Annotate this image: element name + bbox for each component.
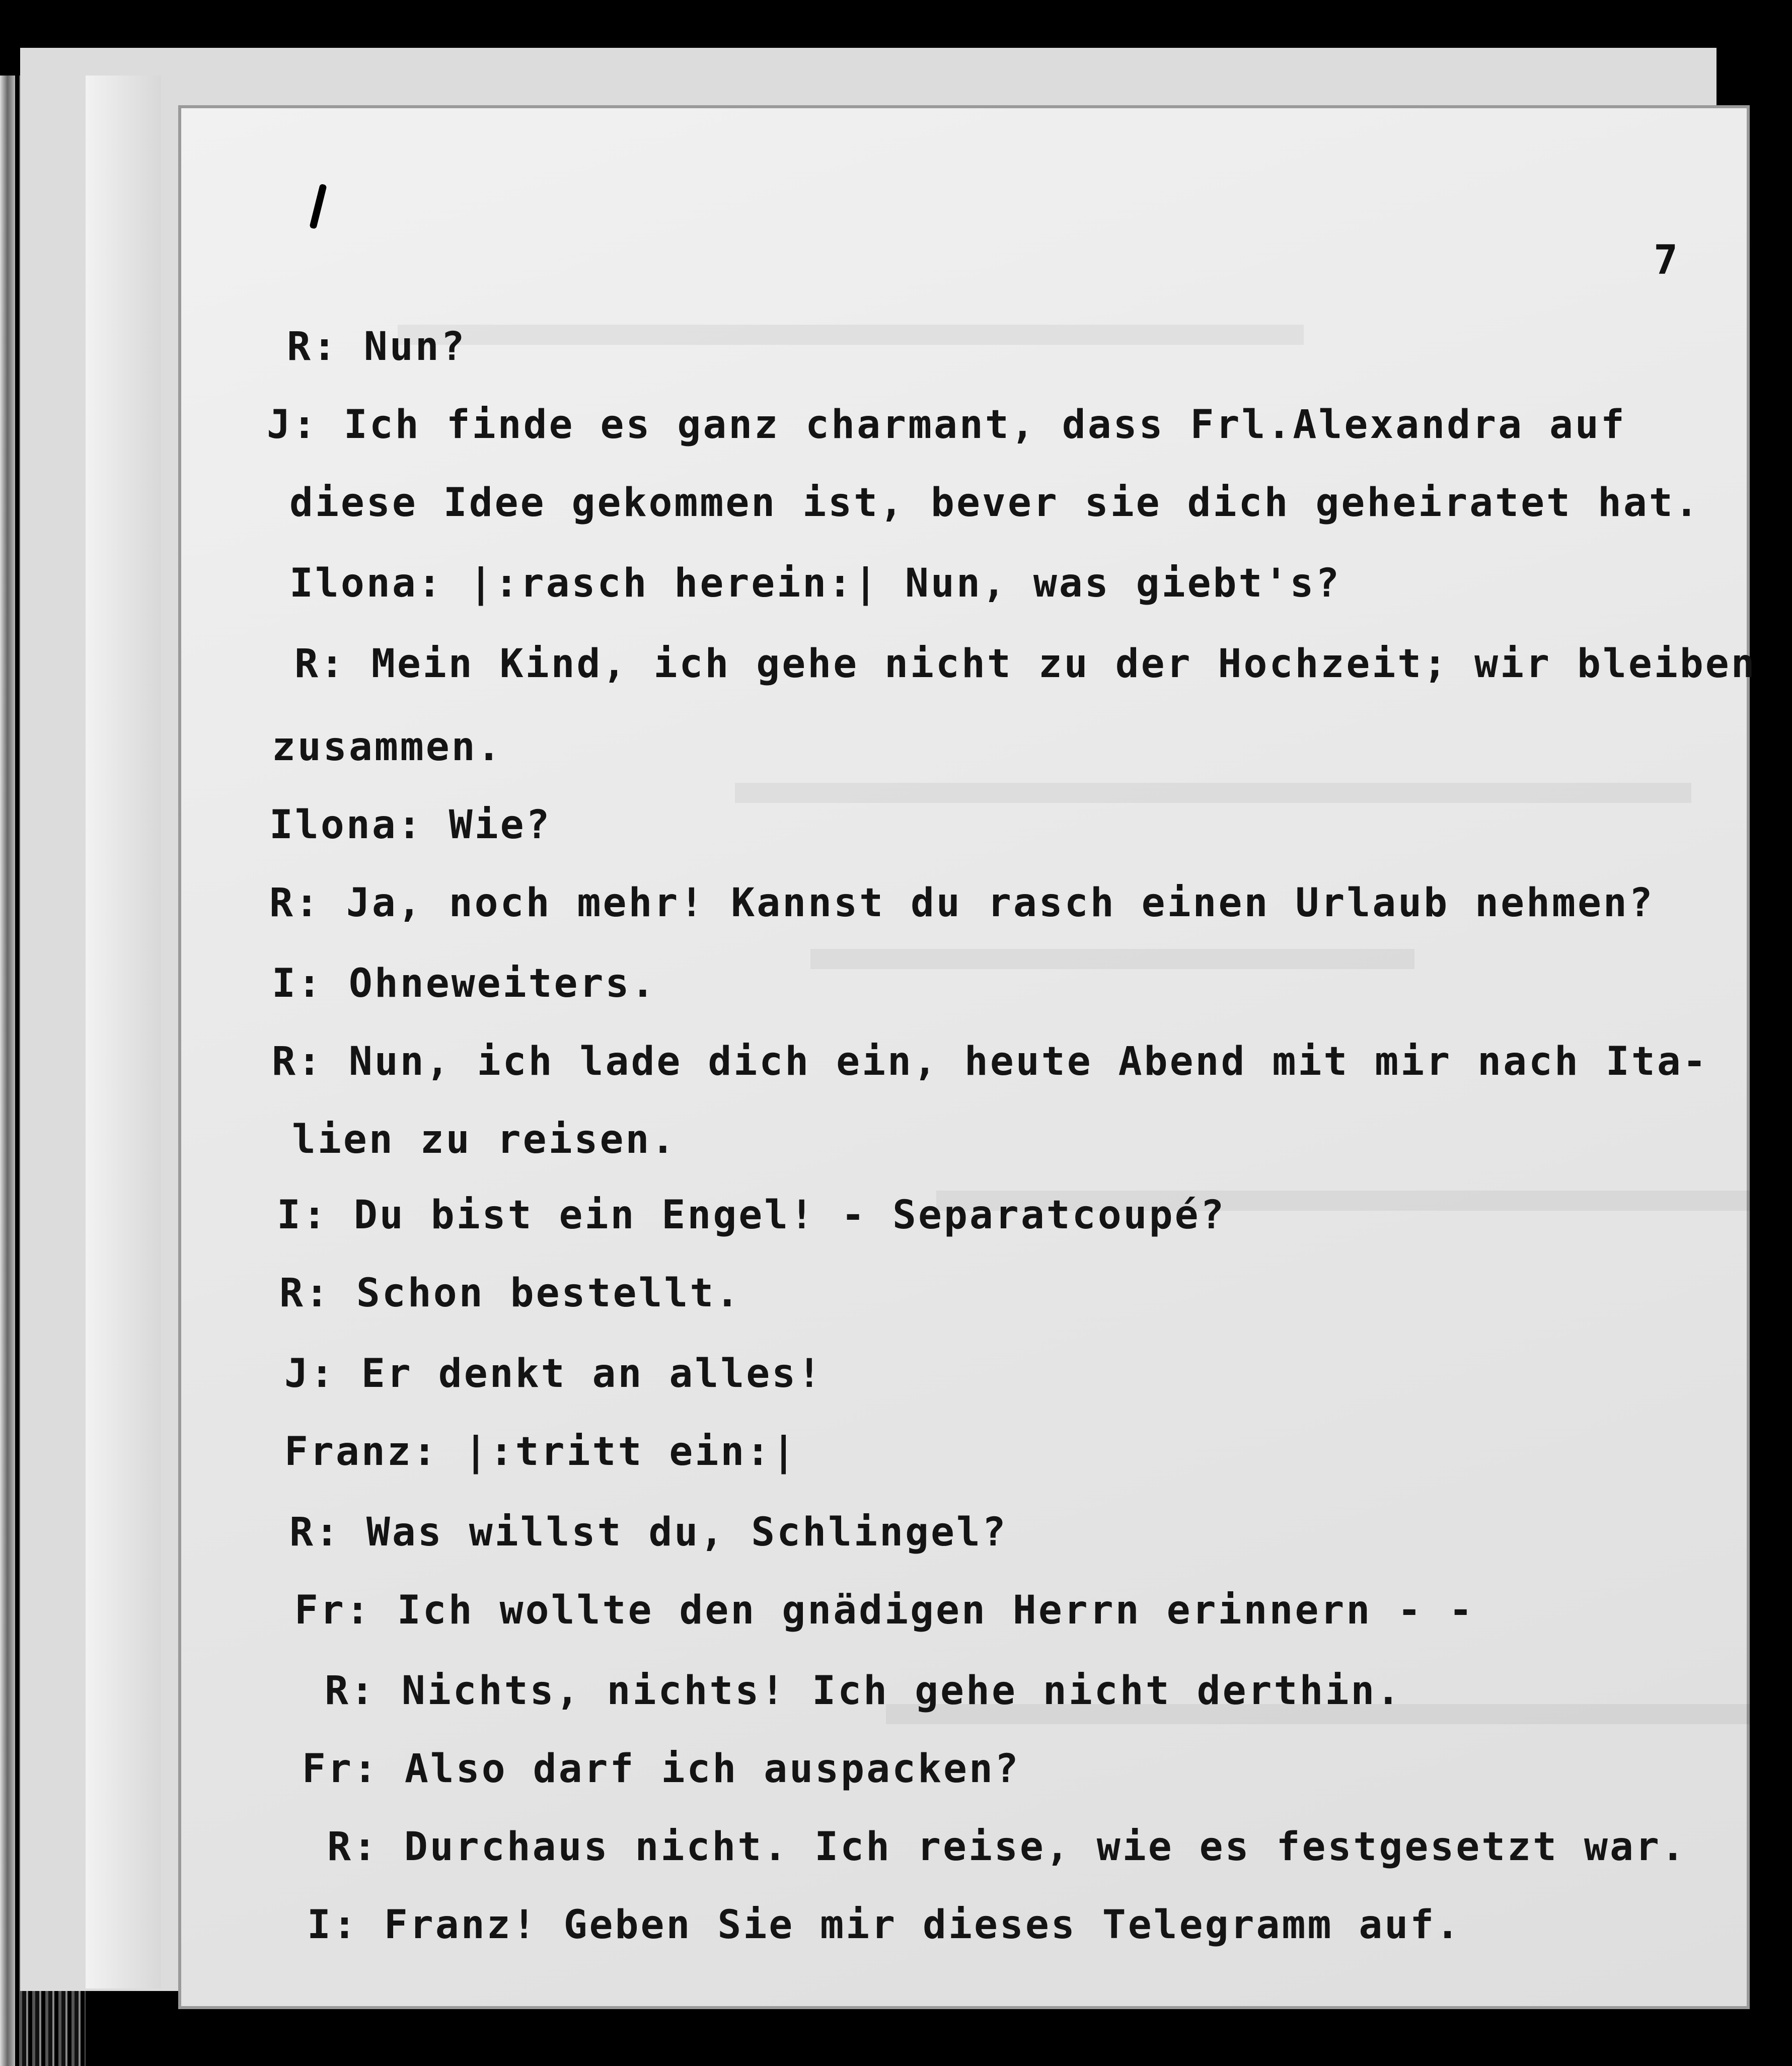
typed-page: [181, 108, 1757, 2006]
dialogue-line: zusammen.: [272, 724, 503, 770]
bleed-through-smudge: [735, 783, 1691, 803]
dialogue-line: R: Ja, noch mehr! Kannst du rasch einen Urlaub nehmen?: [269, 880, 1655, 926]
bleed-through-smudge: [398, 325, 1304, 345]
dialogue-line: Fr: Ich wollte den gnädigen Herrn erinnern - -: [294, 1588, 1475, 1633]
dialogue-line: Ilona: |:rasch herein:| Nun, was giebt's?: [289, 561, 1341, 606]
underlying-sheet-margin: [86, 76, 161, 1988]
dialogue-line: I: Ohneweiters.: [272, 961, 657, 1006]
dialogue-line: Fr: Also darf ich auspacken?: [302, 1746, 1020, 1792]
dialogue-line: J: Er denkt an alles!: [284, 1351, 824, 1396]
film-edge: [0, 76, 15, 2066]
dialogue-line: R: Mein Kind, ich gehe nicht zu der Hochzeit; wir bleiben: [294, 641, 1757, 687]
dialogue-line: R: Schon bestellt.: [279, 1271, 741, 1316]
dialogue-line: R: Nichts, nichts! Ich gehe nicht derthin.: [325, 1668, 1402, 1714]
page-number: 7: [1654, 237, 1678, 283]
dialogue-line: Franz: |:tritt ein:|: [284, 1429, 798, 1474]
dialogue-line: diese Idee gekommen ist, bever sie dich geheiratet hat.: [289, 480, 1700, 526]
dialogue-line: I: Franz! Geben Sie mir dieses Telegramm auf.: [307, 1902, 1462, 1948]
dialogue-line: R: Was willst du, Schlingel?: [289, 1510, 1008, 1555]
dialogue-line: J: Ich finde es ganz charmant, dass Frl.Alexandra auf: [267, 402, 1626, 448]
dialogue-line: I: Du bist ein Engel! - Separatcoupé?: [277, 1193, 1226, 1238]
dialogue-line: R: Nun?: [287, 324, 467, 370]
dialogue-line: lien zu reisen.: [292, 1117, 677, 1162]
dialogue-line: Ilona: Wie?: [269, 802, 552, 848]
dialogue-line: R: Durchaus nicht. Ich reise, wie es festgesetzt war.: [327, 1824, 1687, 1870]
pencil-mark: [309, 184, 327, 230]
bleed-through-smudge: [810, 949, 1414, 969]
dialogue-line: R: Nun, ich lade dich ein, heute Abend mit mir nach Ita-: [272, 1039, 1708, 1084]
